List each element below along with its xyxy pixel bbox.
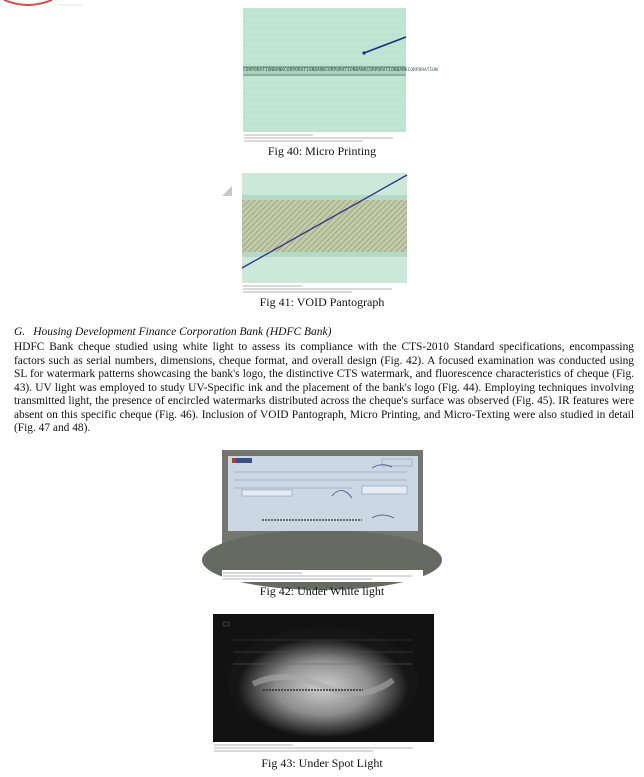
cheque-white-light-image [222, 450, 423, 570]
section-heading [14, 325, 634, 339]
cheque-spot-light-image [213, 614, 434, 742]
void-pantograph-image [242, 173, 407, 283]
corner-logo-fragment [0, 0, 82, 6]
figure-caption: Fig 40: Micro Printing [267, 144, 377, 158]
section-paragraph: HDFC Bank cheque studied using white light to assess its compliance with the CTS-2010 Standard specifications, encompassing factors such as serial numbers, dimensions, cheque format, and overall design (Fig. 42). A focused examination was conducted using SL for watermark patterns showcasing the bank's logo, the distinctive CTS watermark, and fluorescence characteristics of cheque (Fig. 43). UV light was employed to study UV-Specific ink and the placement of the bank's logo (Fig. 44). Employing techniques involving transmitted light, the presence of encircled watermarks distributed across the cheque's surface was observed (Fig. 45). IR features were absent on this specific cheque (Fig. 46). Inclusion of VOID Pantograph, Micro Printing, and Micro-Texting were also studied in detail (Fig. 47 and 48). [14, 341, 634, 434]
image-metadata-strip [243, 132, 406, 144]
figure-caption: Fig 41: VOID Pantograph [259, 295, 385, 309]
section-title: Housing Development Finance Corporation Bank (HDFC Bank) [33, 326, 332, 338]
figure-caption: Fig 43: Under Spot Light [261, 756, 383, 770]
image-metadata-strip [213, 742, 434, 754]
microtext-band: CORPORATIONBANKCORPORATIONBANKCORPORATIONBANKCORPORATIONBANKCORPORATION [243, 68, 438, 73]
page-marker [222, 186, 232, 196]
figure-caption: Fig 42: Under White light [259, 584, 385, 598]
micro-printing-image [243, 8, 438, 132]
section-number: G. [14, 326, 26, 338]
image-metadata-strip [242, 283, 407, 295]
image-metadata-strip [222, 570, 423, 582]
